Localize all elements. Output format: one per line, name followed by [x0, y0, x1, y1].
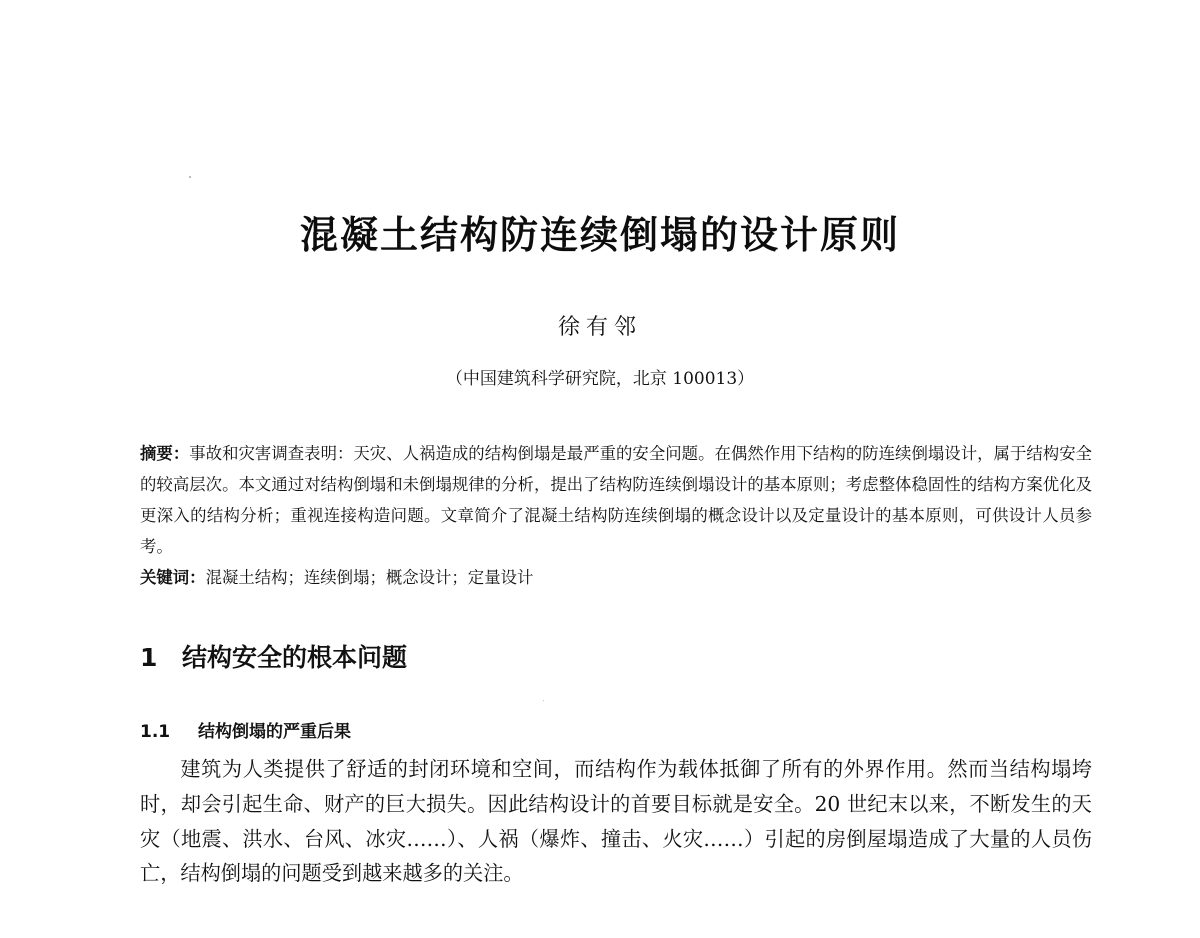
scan-speck	[189, 176, 191, 178]
paper-title: 混凝土结构防连续倒塌的设计原则	[299, 213, 900, 257]
keywords-label: 关键词：	[140, 568, 206, 587]
scan-speck	[543, 700, 544, 701]
section-title: 结构安全的根本问题	[182, 643, 408, 672]
body-paragraph: 建筑为人类提供了舒适的封闭环境和空间，而结构作为载体抵御了所有的外界作用。然而当结构塌垮时，却会引起生命、财产的巨大损失。因此结构设计的首要目标就是安全。20 世纪末以来，不断发生的天灾（地震、洪水、台风、冰灾……）、人祸（爆炸、撞击、火灾……）引起的房倒屋塌造成了大量的人员伤亡，结构倒塌的问题受到越来越多的关注。	[140, 757, 1092, 886]
abstract-paragraph	[140, 438, 1092, 562]
abstract-label: 摘要：	[140, 444, 190, 463]
keywords-paragraph	[140, 562, 1092, 593]
author-name: 徐有邻	[557, 315, 642, 340]
subsection-number: 1.1	[140, 722, 171, 742]
section-heading	[140, 640, 407, 676]
keywords-text: 混凝土结构；连续倒塌；概念设计；定量设计	[205, 568, 534, 587]
subsection-heading	[140, 718, 351, 746]
section-number: 1	[140, 643, 158, 672]
author-affiliation: （中国建筑科学研究院，北京 100013）	[445, 369, 755, 389]
abstract-block	[140, 438, 1092, 593]
abstract-text: 事故和灾害调查表明：天灾、人祸造成的结构倒塌是最严重的安全问题。在偶然作用下结构的防连续倒塌设计，属于结构安全的较高层次。本文通过对结构倒塌和未倒塌规律的分析，提出了结构防连续倒塌设计的基本原则；考虑整体稳固性的结构方案优化及更深入的结构分析；重视连接构造问题。文章简介了混凝土结构防连续倒塌的概念设计以及定量设计的基本原则，可供设计人员参考。	[140, 444, 1093, 556]
subsection-title: 结构倒塌的严重后果	[198, 722, 351, 742]
